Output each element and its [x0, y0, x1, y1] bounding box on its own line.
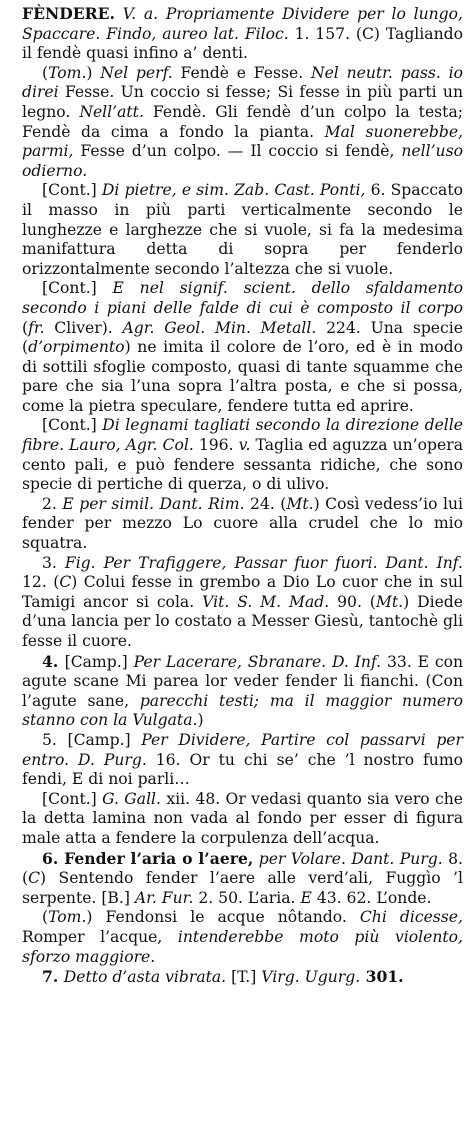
text-run: 196. — [193, 436, 239, 455]
text-run: 6. Spaccato il masso in più parti verticalmente secondo le lunghezze e larghezze che si vuole, si fa la medesima manifattura detta di sopra per fenderlo orizzontalmente secondo l’altezza che si vuole. — [22, 181, 464, 278]
text-run: Vit. S. M. Mad. — [202, 592, 330, 611]
text-run: Agr. Geol. Min. Metall. — [122, 318, 317, 337]
dictionary-paragraph — [22, 652, 463, 731]
dictionary-paragraph — [22, 967, 463, 988]
dictionary-paragraph — [22, 4, 463, 64]
text-run: ( — [22, 318, 29, 337]
text-run: E — [300, 888, 312, 907]
text-run: ) Sentendo fender l’aere alle verd’ali, Fuggìo ’l serpente. [B.] — [22, 869, 463, 907]
text-run: per Volare. Dant. Purg. — [253, 849, 443, 868]
text-run: Di legnami tagliati secondo la direzione delle fibre. Lauro, Agr. Col. — [22, 416, 464, 455]
text-run: Ar. Fur. — [134, 888, 194, 907]
text-run: 43. 62. L’onde. — [311, 888, 432, 907]
text-run: parecchi testi; ma il maggior numero stanno con la Vulgata. — [22, 691, 463, 730]
entry-list — [22, 4, 463, 988]
text-run: ) ne imita il colore de l’oro, ed è in modo di sottili sfoglie composto, quasi di tante squamme che pare che sia l’una sopra l’altra posta, e che si possa, come la pietra speculare, fendere tutta ed aprire. — [22, 338, 463, 415]
text-run: [Cont.] — [42, 181, 102, 200]
text-run: Cliver). — [44, 318, 123, 337]
text-run: E per simil. Dant. Rim. — [62, 494, 245, 513]
text-run: [T.] — [226, 968, 262, 987]
dictionary-paragraph — [22, 64, 463, 182]
text-run: 12. ( — [22, 573, 60, 592]
text-run: ) Colui fesse in grembo a Dio Lo cuor che in sul Tamigi ancor si cola. — [22, 573, 463, 611]
text-run: ) Diede d’una lancia per lo costato a Messer Giesù, tantochè gli fesse il cuore. — [22, 592, 464, 650]
dictionary-paragraph — [22, 279, 463, 416]
text-run: d’orpimento — [28, 338, 125, 357]
text-run: Tom. — [48, 63, 87, 82]
text-run: Per Dividere, Partire col passarvi per entro. D. Purg. — [22, 730, 463, 769]
text-run: 1. 157. (C) Tagliando il fendè quasi infino a’ denti. — [22, 24, 463, 63]
text-run: v. — [238, 436, 251, 455]
dictionary-paragraph — [22, 790, 463, 849]
text-run: [Cont.] — [42, 279, 113, 298]
text-run: ) — [86, 63, 101, 82]
text-run: E nel signif. scient. dello sfaldamento secondo i piani delle falde di cui è composto il corpo — [22, 279, 463, 317]
text-run: [Cont.] — [42, 416, 103, 435]
text-run: Fig. Per Trafiggere, Passar fuor fuori. Dant. Inf. — [64, 553, 463, 572]
text-run: Virg. Ugurg. — [261, 968, 361, 987]
text-run: 16. Or tu chi se’ che ’l nostro fumo fendi, E di noi parli… — [22, 750, 464, 789]
text-run: Romper l’acque, — [22, 927, 178, 946]
text-run: [Camp.] — [64, 652, 134, 671]
text-run: 90. ( — [329, 592, 376, 611]
text-run: ) Così vedess’io lui fender per mezzo Lo cuore alla crudel che lo mio squatra. — [22, 494, 463, 553]
text-run: Nell’att. — [79, 102, 144, 121]
text-run: 224. Una specie ( — [22, 318, 463, 357]
dictionary-paragraph — [22, 416, 463, 494]
text-run: nell’uso odierno. — [22, 142, 463, 180]
text-run: Fesse. Un coccio si fesse; Si fesse in più parti un legno. — [22, 83, 463, 121]
text-run: 3. — [42, 553, 65, 572]
dictionary-paragraph — [22, 908, 463, 967]
text-run: C — [28, 869, 41, 888]
text-run: FÈNDERE. — [22, 4, 115, 23]
dictionary-paragraph — [22, 849, 463, 909]
text-run: 6. Fender l’aria o l’aere, — [42, 848, 254, 868]
text-run: ( — [42, 908, 49, 927]
text-run: 7. — [42, 967, 64, 987]
text-run: Detto d’asta vibrata. — [63, 968, 227, 987]
text-run: V. a. Propriamente Dividere per lo lungo, Spaccare. Findo, aureo lat. Filoc. — [22, 5, 463, 43]
text-run: Taglia ed aguzza un’opera cento pali, e può fendere sessanta ridiche, che sono specie di pertiche di querza, o di ulivo. — [22, 436, 463, 494]
text-run: Mt. — [375, 592, 404, 611]
text-run: Nel neutr. pass. io direi — [22, 63, 464, 102]
text-run: G. Gall. — [102, 789, 161, 808]
text-run: 301. — [360, 967, 404, 987]
text-run: ) Fendonsi le acque nôtando. — [86, 908, 360, 927]
text-run: fr. — [28, 318, 45, 337]
text-run: ( — [42, 63, 49, 82]
text-run: Chi dicesse, — [359, 908, 463, 927]
text-run: 8. ( — [22, 849, 463, 888]
text-run: Fendè. Gli fendè d’un colpo la testa; Fendè da cima a fondo la pianta. — [22, 102, 464, 141]
text-run: Nel perf. — [100, 63, 173, 82]
text-run: Di pietre, e sim. Zab. Cast. Ponti, — [101, 181, 366, 200]
text-run: [Cont.] — [42, 789, 103, 808]
dictionary-paragraph — [22, 495, 463, 554]
text-run: Tom. — [48, 908, 87, 927]
text-run: Mal suonerebbe, parmi, — [22, 122, 463, 161]
text-run: 33. E con agute scane Mi parea lor veder fender li fianchi. (Con l’agute sane, — [22, 652, 464, 710]
text-run: 2. — [42, 494, 63, 513]
text-run: 5. [Camp.] — [42, 730, 142, 749]
text-run: ) — [197, 711, 204, 730]
text-run: C — [59, 573, 72, 592]
text-run: Fendè e Fesse. — [172, 63, 311, 82]
dictionary-paragraph — [22, 554, 463, 652]
text-run: 2. 50. L’aria. — [193, 888, 301, 907]
text-run: Mt. — [286, 494, 314, 513]
dictionary-paragraph — [22, 181, 463, 279]
text-run: 24. ( — [244, 494, 287, 513]
text-run: Fesse d’un colpo. — Il coccio si fendè, — [73, 142, 402, 161]
dictionary-paragraph — [22, 731, 463, 790]
text-run: xii. 48. Or vedasi quanto sia vero che la detta lamina non vada al fondo per esser di figura male atta a fendere la corpulenza dell’acqua. — [22, 789, 464, 847]
text-run: Per Lacerare, Sbranare. D. Inf. — [133, 652, 382, 671]
text-run: intenderebbe moto più violento, sforzo maggiore. — [22, 927, 463, 966]
text-run: 4. — [42, 651, 65, 671]
